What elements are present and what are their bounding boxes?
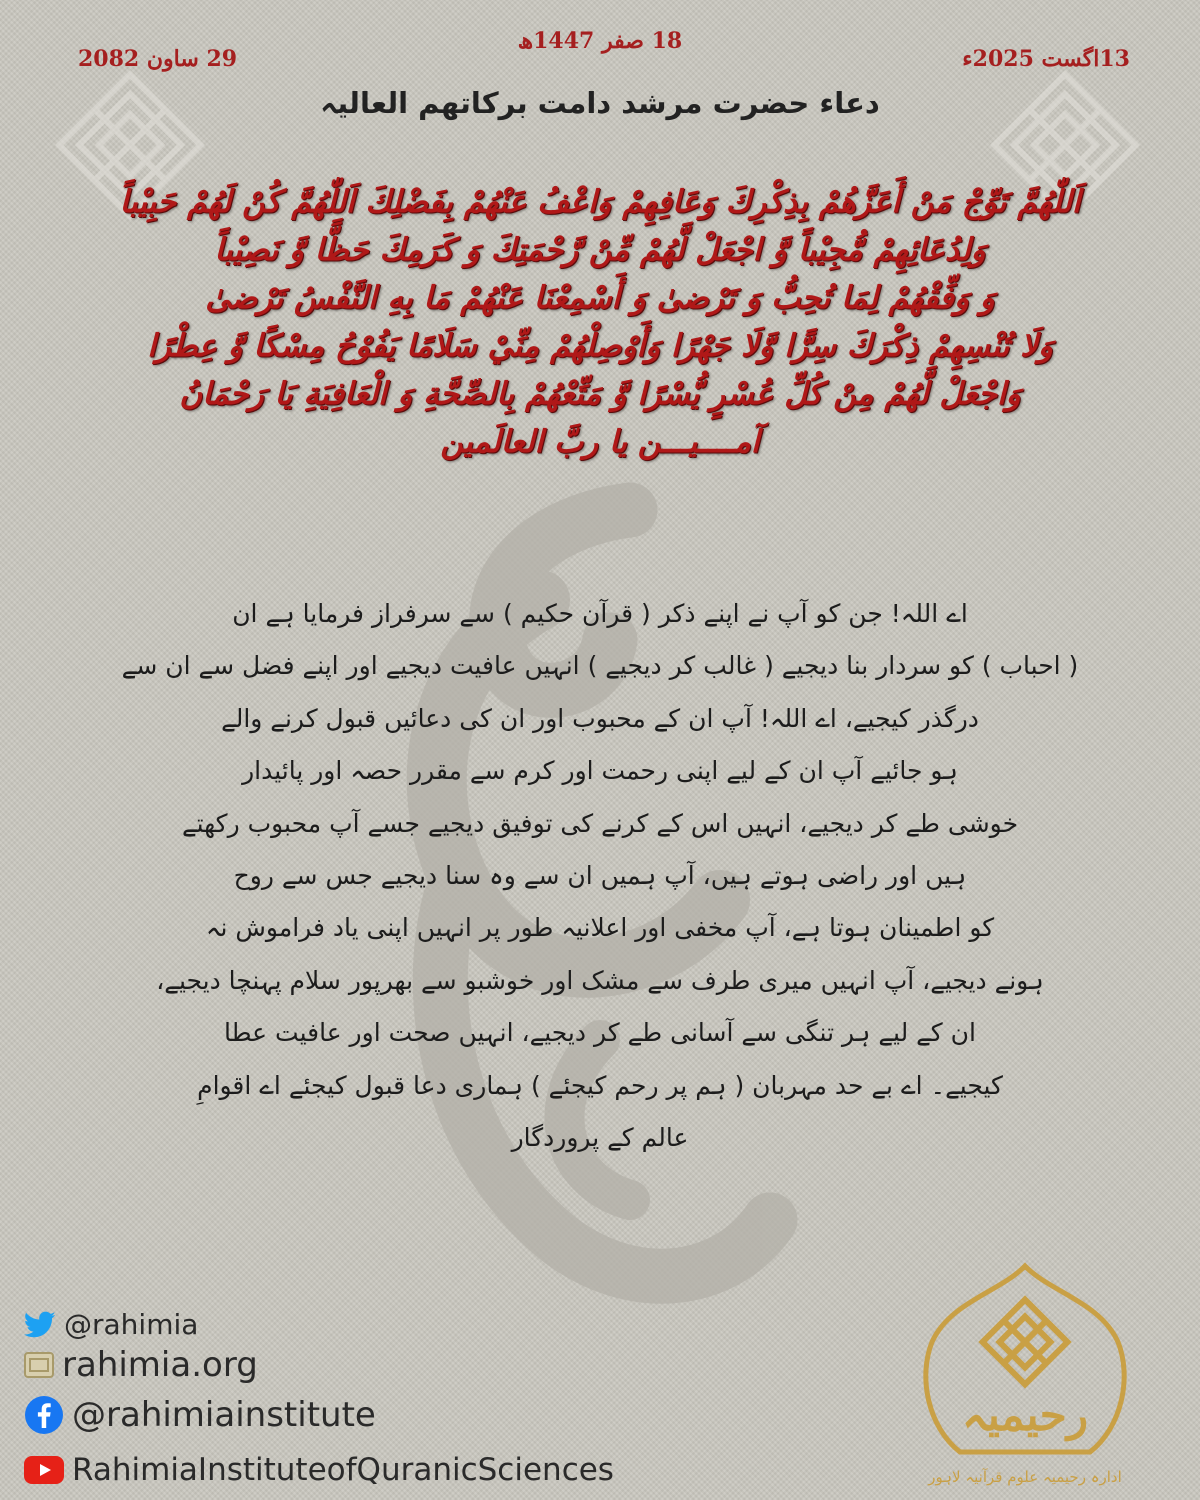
date-hijri: 18 صفر 1447ھ bbox=[517, 28, 683, 54]
arabic-dua-line: وَلَا تُنْسِهِمْ ذِكْرَكَ سِرًّا وَّلَا جَهْرًا وَأَوْصِلْهُمْ مِنِّيْ سَلَامًا يَفُوْحُ مِسْكًا وَّ عِطْرًا bbox=[147, 328, 1053, 364]
arabic-dua-line: وَ وَفِّقْهُمْ لِمَا تُحِبُّ وَ تَرْضىٰ وَ أَسْمِعْنَا عَنْهُمْ مَا بِهِ النَّفْسُ تَرْضىٰ bbox=[205, 280, 995, 316]
arabic-dua bbox=[40, 178, 1160, 466]
emblem-subtitle: ادارہ رحیمیہ علوم قرآنیہ لاہور bbox=[928, 1468, 1122, 1486]
arabic-dua-line: اَللّٰهُمَّ تَوِّجْ مَنْ أَعَزَّهُمْ بِذِكْرِكَ وَعَافِهِمْ وَاعْفُ عَنْهُمْ بِفَضْلِكَ اَللّٰهُمَّ كُنْ لَهُمْ حَبِيْباً bbox=[119, 184, 1081, 220]
date-bikrami: 29 ساون 2082 bbox=[78, 46, 238, 72]
urdu-translation-line: ( احباب ) کو سردار بنا دیجیے ( غالب کر دیجیے ) انہیں عافیت دیجیے اور اپنے فضل سے ان سے bbox=[121, 651, 1079, 681]
arabic-dua-line: وَاجْعَلْ لَّهُمْ مِنْ كُلِّ عُسْرٍ يُّسْرًا وَّ مَتِّعْهُمْ بِالصِّحَّةِ وَ الْعَافِيَةِ يَا رَحْمَانُ bbox=[179, 376, 1021, 412]
urdu-translation-line: اے اللہ! جن کو آپ نے اپنے ذکر ( قرآن حکیم ) سے سرفراز فرمایا ہے ان bbox=[232, 599, 968, 628]
website-url: rahimia.org bbox=[62, 1345, 258, 1385]
urdu-translation-line: ہونے دیجیے، آپ انہیں میری طرف سے مشک اور خوشبو سے بھرپور سلام پہنچا دیجیے، bbox=[156, 965, 1044, 995]
twitter-handle: @rahimia bbox=[64, 1308, 199, 1341]
date-gregorian: 13اگست 2025ء bbox=[962, 46, 1130, 72]
social-youtube-link[interactable] bbox=[24, 1452, 614, 1488]
website-icon bbox=[24, 1352, 54, 1378]
facebook-icon bbox=[24, 1395, 64, 1435]
twitter-icon bbox=[24, 1311, 56, 1339]
social-website-link[interactable] bbox=[24, 1345, 258, 1385]
amen-line: آمــــيـــن يا ربَّ العالَمين bbox=[440, 424, 760, 460]
urdu-translation-line: کیجیے۔ اے بے حد مہربان ( ہم پر رحم کیجئے ) ہماری دعا قبول کیجئے اے اقوامِ bbox=[197, 1070, 1003, 1100]
arabic-dua-line: وَلِدُعَائِهِمْ مُّجِيْباً وَّ اجْعَلْ لَّهُمْ مِّنْ رَّحْمَتِكَ وَ كَرَمِكَ حَظًّا وَّ نَصِيْباً bbox=[214, 232, 986, 268]
social-twitter-link[interactable] bbox=[24, 1308, 198, 1341]
urdu-translation-line: کو اطمینان ہوتا ہے، آپ مخفی اور اعلانیہ طور پر انہیں اپنی یاد فراموش نہ bbox=[205, 913, 995, 943]
rahimia-emblem bbox=[910, 1262, 1140, 1494]
urdu-translation-line: خوشی طے کر دیجیے، انہیں اس کے کرنے کی توفیق دیجیے جسے آپ محبوب رکھتے bbox=[181, 808, 1019, 838]
urdu-translation-line: درگذر کیجیے، اے اللہ! آپ ان کے محبوب اور ان کی دعائیں قبول کرنے والے bbox=[221, 703, 979, 733]
urdu-translation-line: ان کے لیے ہر تنگی سے آسانی طے کر دیجیے، انہیں صحت اور عافیت عطا bbox=[224, 1018, 976, 1048]
youtube-icon bbox=[24, 1456, 64, 1484]
urdu-translation bbox=[110, 588, 1090, 1164]
youtube-channel: RahimiaInstituteofQuranicSciences bbox=[72, 1452, 614, 1488]
page-title: دعاء حضرت مرشد دامت برکاتھم العالیہ bbox=[320, 86, 880, 120]
urdu-translation-line: عالم کے پروردگار bbox=[511, 1122, 689, 1152]
urdu-translation-line: ہو جائیے آپ ان کے لیے اپنی رحمت اور کرم سے مقرر حصہ اور پائیدار bbox=[242, 756, 958, 786]
facebook-handle: @rahimiainstitute bbox=[72, 1395, 376, 1435]
urdu-translation-line: ہیں اور راضی ہوتے ہیں، آپ ہمیں ان سے وہ سنا دیجیے جس سے روح bbox=[233, 860, 967, 890]
emblem-name: رحیمیہ bbox=[961, 1390, 1089, 1441]
social-facebook-link[interactable] bbox=[24, 1395, 376, 1435]
